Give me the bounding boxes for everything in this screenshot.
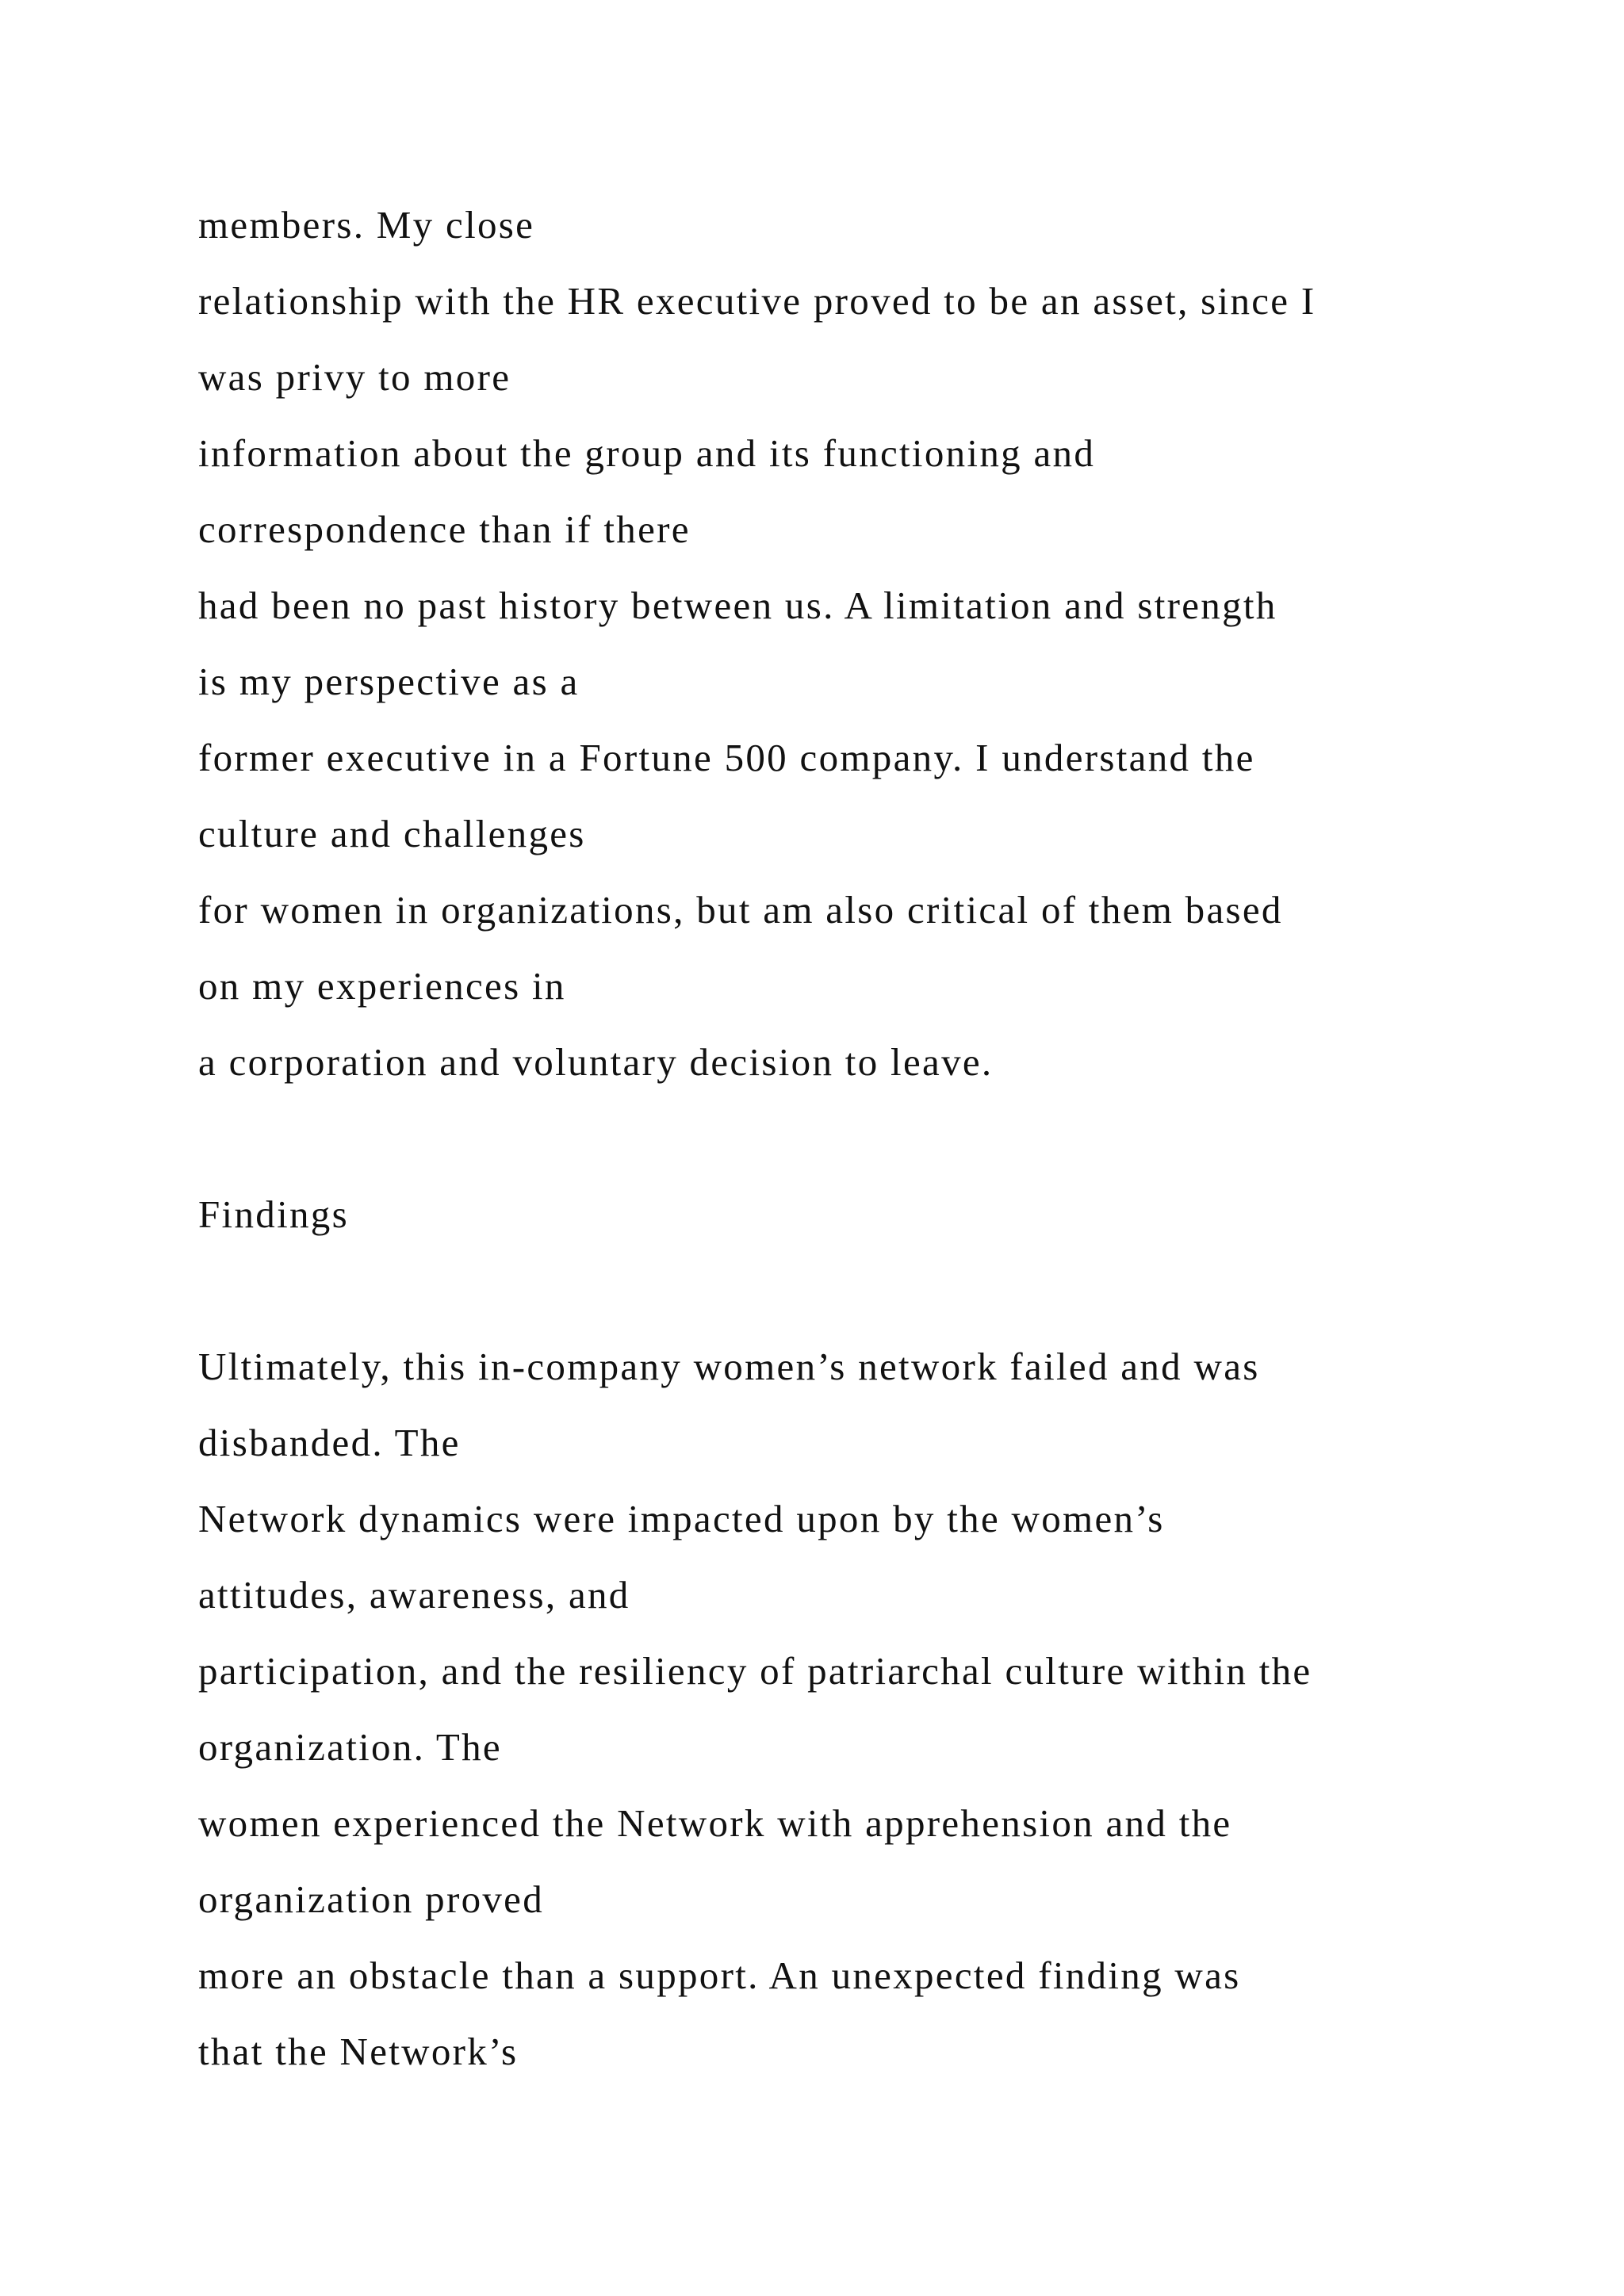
text-line: members. My close — [198, 203, 535, 247]
text-line: relationship with the HR executive proved to be an asset, since I — [198, 279, 1316, 323]
text-line: for women in organizations, but am also critical of them based — [198, 888, 1283, 932]
text-line: a corporation and voluntary decision to leave. — [198, 1040, 994, 1084]
text-line: information about the group and its functioning and — [198, 431, 1096, 475]
text-line: participation, and the resiliency of patriarchal culture within the — [198, 1649, 1312, 1693]
text-line: had been no past history between us. A limitation and strength — [198, 584, 1277, 627]
document-body — [198, 187, 1546, 2090]
text-line: more an obstacle than a support. An unexpected finding was — [198, 1954, 1241, 1997]
text-line: organization proved — [198, 1877, 545, 1921]
text-line: that the Network’s — [198, 2030, 519, 2073]
text-line: organization. The — [198, 1725, 502, 1769]
text-line: Network dynamics were impacted upon by the women’s — [198, 1497, 1165, 1540]
text-line: culture and challenges — [198, 812, 586, 855]
text-line: attitudes, awareness, and — [198, 1573, 630, 1617]
text-line: Ultimately, this in-company women’s network failed and was — [198, 1345, 1260, 1388]
text-line: on my experiences in — [198, 964, 566, 1008]
paragraph-findings — [198, 1329, 1546, 2090]
text-line: was privy to more — [198, 355, 511, 399]
section-heading-findings: Findings — [198, 1192, 349, 1236]
text-line: disbanded. The — [198, 1421, 461, 1464]
text-line: correspondence than if there — [198, 507, 691, 551]
blank-line — [198, 1253, 1546, 1329]
text-line: women experienced the Network with apprehension and the — [198, 1801, 1232, 1845]
paragraph-methodology — [198, 187, 1546, 1100]
text-line: is my perspective as a — [198, 660, 580, 703]
text-line: former executive in a Fortune 500 company. I understand the — [198, 736, 1255, 779]
blank-line — [198, 1100, 1546, 1177]
